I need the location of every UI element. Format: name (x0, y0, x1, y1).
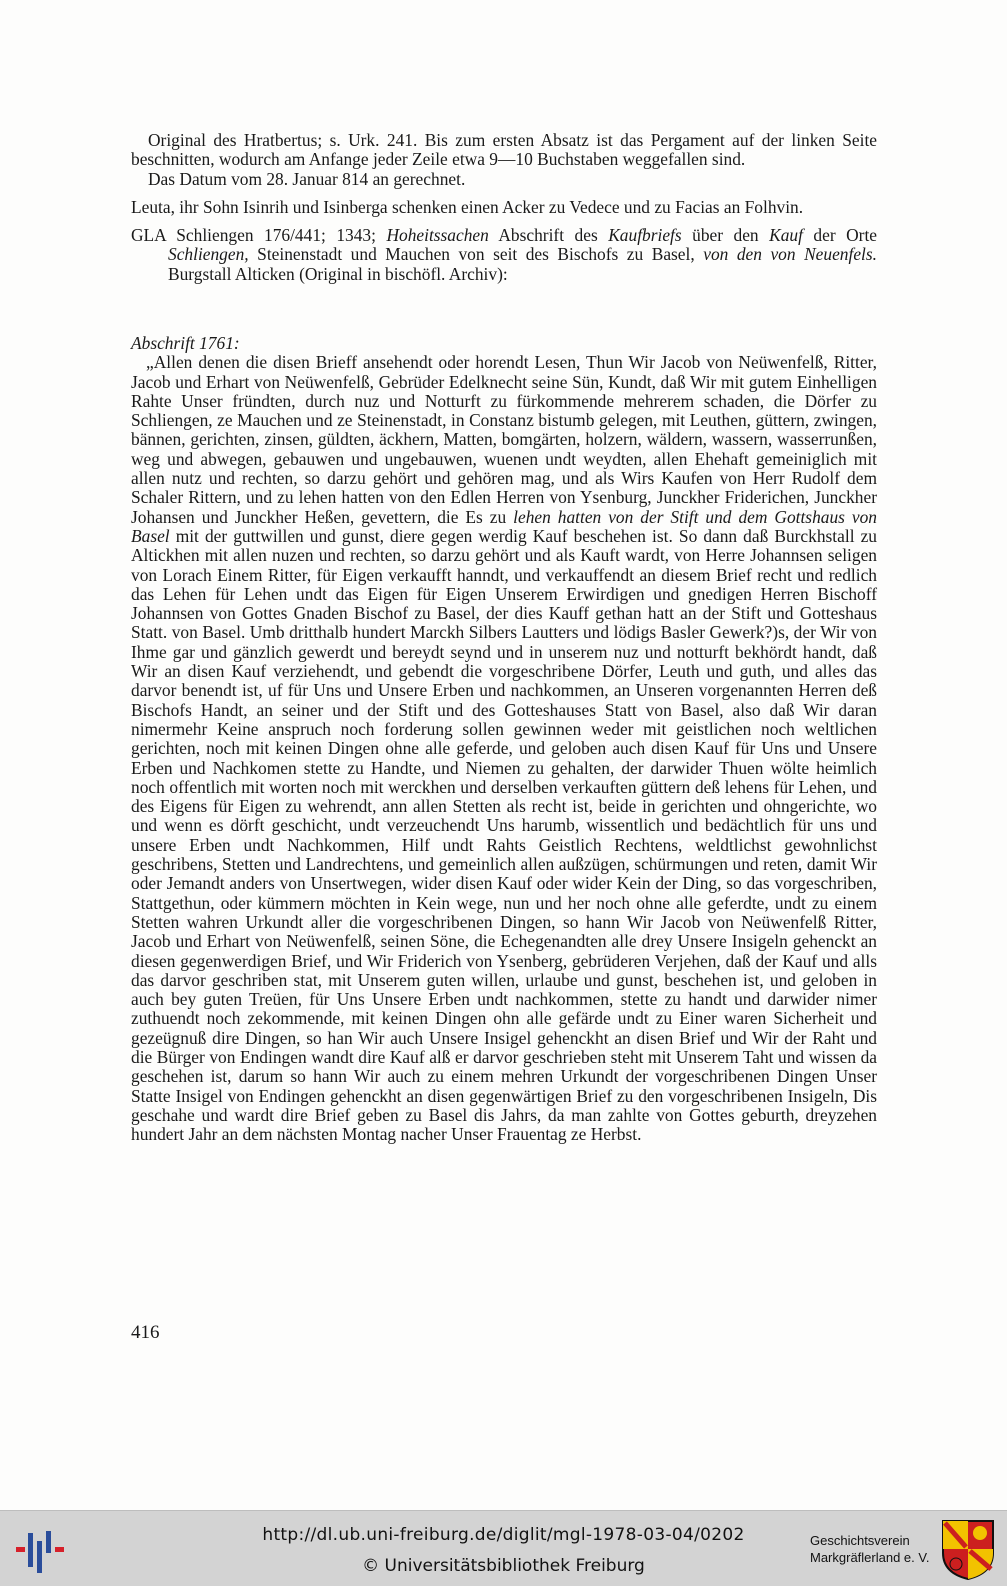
abschrift-heading: Abschrift 1761: (131, 333, 240, 353)
source-note: Original des Hratbertus; s. Urk. 241. Bis zum ersten Absatz ist das Pergament auf der linken Seite beschnitten, wodurch am Anfange jeder Zeile etwa 9—10 Buchstaben weggefallen sind. (131, 130, 877, 170)
date-note: Das Datum vom 28. Januar 814 an gerechnet. (148, 168, 466, 189)
document-url-link[interactable]: http://dl.ub.uni-freiburg.de/diglit/mgl-1978-03-04/0202 (262, 1525, 745, 1545)
society-crest-icon (941, 1519, 995, 1581)
footer-bar (0, 1510, 1007, 1586)
gla-reference: GLA Schliengen 176/441; 1343; Hoheitssachen Abschrift des Kaufbriefs über den Kauf der Orte Schliengen, Steinenstadt und Mauchen von seit des Bischofs zu Basel, von den von Neuenfels. Burgstall Alticken (Original in bischöfl. Archiv): (131, 225, 877, 284)
abschrift-block (131, 334, 877, 1144)
copyright-text: © Universitätsbibliothek Freiburg (362, 1556, 645, 1576)
page-number: 416 (131, 1322, 160, 1343)
society-name: Geschichtsverein Markgräflerland e. V. (810, 1533, 930, 1565)
document-entry: Leuta, ihr Sohn Isinrih und Isinberga schenken einen Acker zu Vedece und zu Facias an Folhvin. (131, 196, 804, 217)
intro-block (131, 131, 877, 284)
abschrift-text: „Allen denen die disen Brieff ansehendt oder horendt Lesen, Thun Wir Jacob von Neüwenfelß, Ritter, Jacob und Erhart von Neüwenfelß, Gebrüder Edelknecht seine Sün, Kundt, daß Wir mit gutem Einhelligen Rahte Unser fründten, durch nuz und Notturft zu fürkommende mehrerem schaden, die Dörfer zu Schliengen, ze Mauchen und ze Steinenstadt, in Constanz bistumb gelegen, mit Leuthen, güttern, zwingen, bännen, gerichten, zinsen, güldten, äckhern, Matten, bomgärten, holzern, wäldern, wassern, wasserrunßen, weg und abwegen, gebauwen und ungebauwen, wuenen undt weydten, allen Ehehaft gemeiniglich mit allen nutz und rechten, so darzu gehört und gehören mag, und als Wirs Kaufen von Herr Rudolf dem Schaler Rittern, und zu lehen hatten von den Edlen Herren von Ysenburg, Junckher Friderichen, Junckher Johansen und Junckher Heßen, gevettern, die Es zu lehen hatten von der Stift und dem Gottshaus von Basel mit der guttwillen und gunst, diere gegen werdig Kauf beschehen ist. So dann daß Burckhstall zu Altickhen mit allen nuzen und rechten, so darzu gehört und als Kauft wardt, von Herre Johannsen seligen von Lorach Einem Ritter, für Eigen verkaufft hanndt, und verkauffendt an diesem Brief recht und redlich das Lehen für Lehen undt das Eigen für Eigen Unserem Erwirdigen und gnedigen Herren Bischoff Johannsen von Gottes Gnaden Bischof zu Basel, der dies Kauff gethan hatt an der Stift und Gotteshaus Statt. von Basel. Umb dritthalb hundert Marckh Silbers Lautters und lödigs Basler Gewerk?)s, der Wir von Ihme gar und gänzlich gewerdt und bereydt seynd und in unserem nuz und notturft bekhördt handt, daß Wir an disen Kauf verziehendt, und gebendt die vorgeschribene Dörfer, Leuth und guth, und alles das darvor benendt ist, uf für Uns und Unsere Erben und nachkommen, an Unseren vorgenannten Herren deß Bischofs Handt, an seiner und der Stift und des Gotteshauses Statt von Basel, also daß Wir daran nimermehr Keine anspruch noch forderung sollen gewinnen weder mit geistlichen noch weltlichen gerichten, noch mit keinen Dingen ohne alle geferde, und geloben auch disen Kauf für Uns und Unsere Erben und Nachkomen stette zu Handte, und Niemen zu gehalten, der darwider Thuen wölte heimlich noch offentlich mit worten noch mit werckhen und derselben verkauften güttern deß lehens für Lehen, und des Eigens für Eigen zu wehrendt, ann allen Stetten als recht ist, beide in gerichten und ohngerichte, wo und wenn es dörft geschicht, undt verzeuchendt Uns harumb, wissentlich und bedächtlich für uns und unsere Erben undt Nachkommen, Hilf undt Rahts Geistlich Rechtens, weldtlichst gewohnlichst geschribens, Stetten und Landrechtens, und gemeinlich allen außzügen, schürmungen und reten, damit Wir oder Jemandt anders von Unsertwegen, wider disen Kauf oder wider Kein der Ding, so das vorgeschriben, Stattgethun, oder kümmern möchten in Kein wege, nun und her noch ohne alle geferdte, undt zu einem Stetten wahren Urkundt aller die vorgeschribenen Dingen, so hann Wir Jacob von Neüwenfelß Ritter, Jacob und Erhart von Neüwenfelß, seinen Söne, die Echegenandten alle drey Unsere Insigeln gehenckt an diesen gegenwerdigen Brief, und Wir Friderich von Ysenberg, gebrüderen Verjehen, daß der Kauf und alls das darvor geschriben stat, mit Unserem guten willen, urlaube und gunst, beschehen ist, und geloben in auch bey guten Treüen, für Uns Unsere Erben undt nachkommen, stette zu handt und darwider nimer zuthuendt noch zekommende, mit keinen Dingen ohn alle gefärde undt zu Einer waren Sicherheit und gezeügnuß dire Dingen, so han Wir auch Unsere Insigel gehenckht an disen Brief und Wir der Raht und die Bürger von Endingen wandt dire Kauf alß er darvor geschrieben steht mit Unserem Taht und wissen da geschehen ist, darum so hann Wir auch zu einem mehren Urkundt der vorgeschribenen Dingen Unser Statte Insigel von Endingen gehenckht an disen gegenwärtigen Brief zu den vorgeschribenen Insigeln, Dis geschahe und wardt dire Brief geben zu Basel dis Jahrs, da man zahlte von Gottes geburth, dreyzehen hundert Jahr an dem nächsten Montag nacher Unser Frauentag ze Herbst. (131, 352, 878, 1145)
